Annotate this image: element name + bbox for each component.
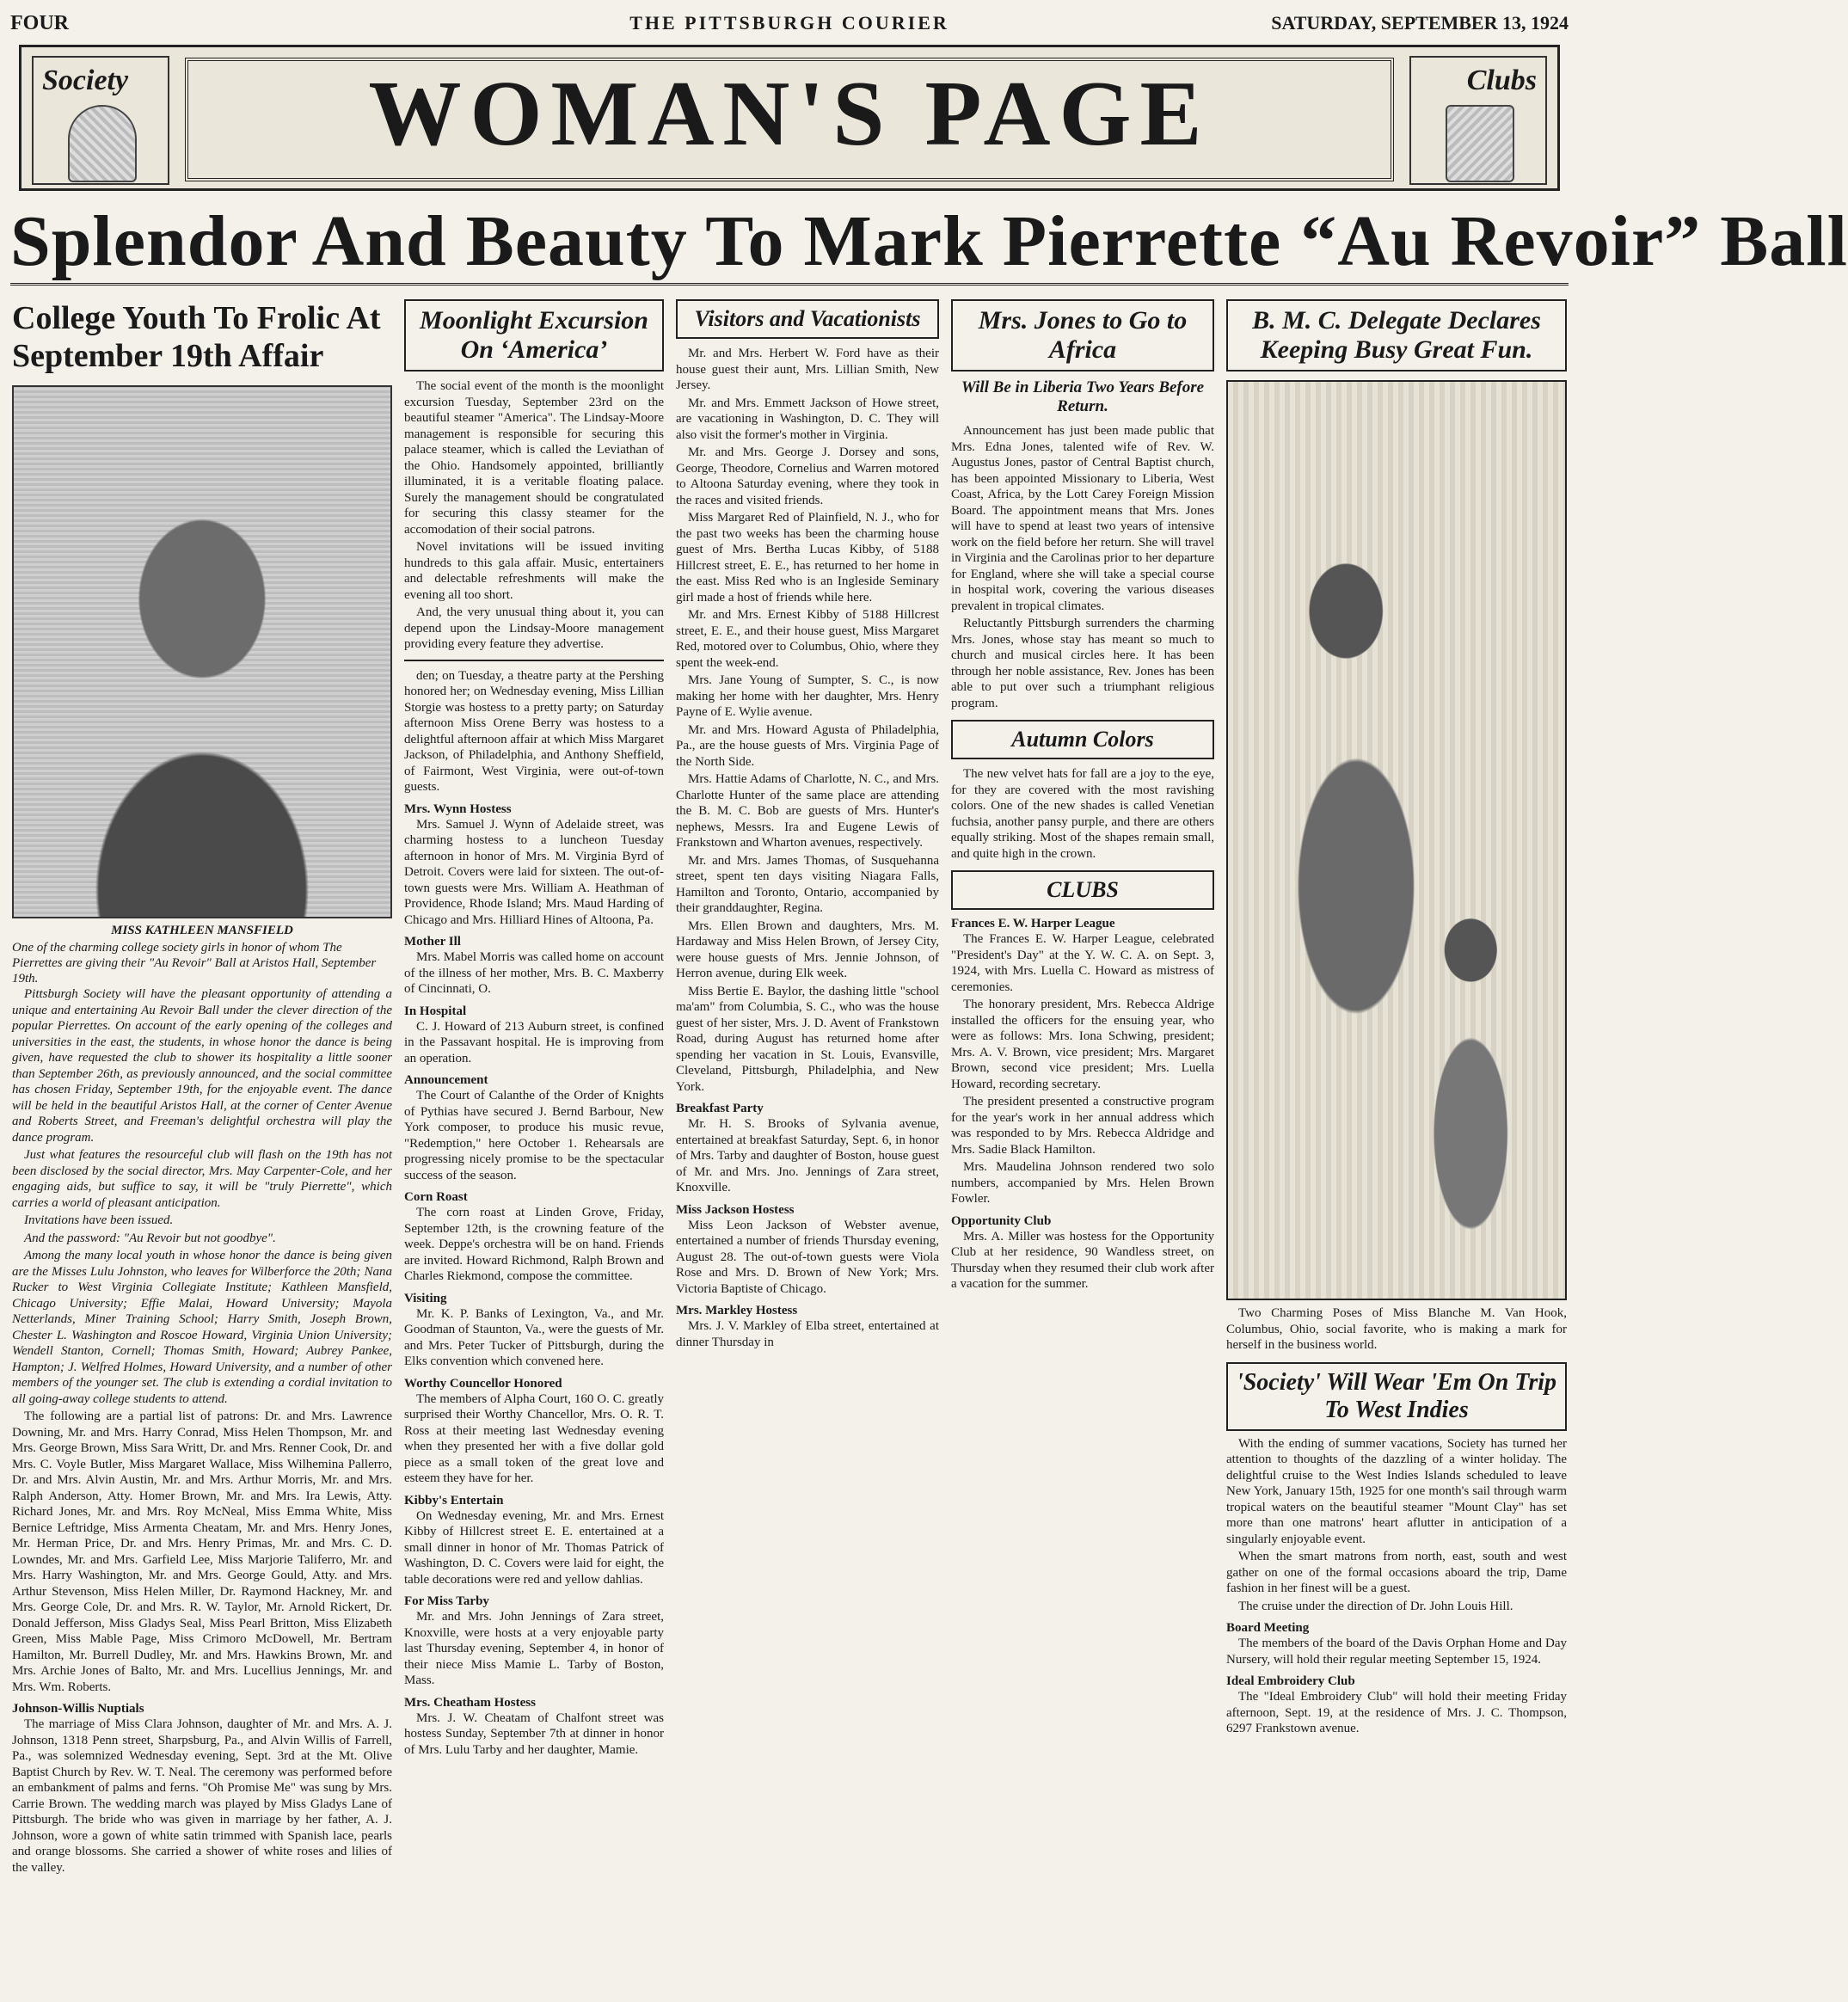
- article-paragraph: Mrs. A. Miller was hostess for the Opportunity Club at her residence, 90 Wandless street, on Thursday when they resumed their club work after a vacation for the summer.: [951, 1229, 1214, 1291]
- article-paragraph: The Frances E. W. Harper League, celebrated "President's Day" at the Y. W. C. A. on Sept. 3, 1924, with Mrs. Luella C. Howard as mistress of ceremonies.: [951, 932, 1214, 994]
- issue-date: SATURDAY, SEPTEMBER 13, 1924: [1271, 12, 1569, 34]
- section-title: WOMAN'S PAGE: [185, 58, 1394, 181]
- nuptials-article: [12, 1716, 392, 1876]
- article-paragraph: The Court of Calanthe of the Order of Knights of Pythias have secured J. Bernd Barbour, New York composer, to produce his music revue, "Redemption," here October 1. Rehearsals are progressing nicely promise to be the spectacular success of the season.: [404, 1089, 664, 1182]
- article-paragraph: Two Charming Poses of Miss Blanche M. Van Hook, Columbus, Ohio, social favorite, who is making a mark for herself in the business world.: [1226, 1306, 1567, 1352]
- clubs-illustration: [1446, 105, 1514, 182]
- section-banner: [19, 45, 1560, 191]
- article-paragraph: The members of Alpha Court, 160 O. C. greatly surprised their Worthy Chancellor, Mrs. O. R. T. Ross at their meeting last Wednesday evening when they presented her with a five dollar gold piece as a small token of the great love and esteem they have for her.: [404, 1391, 664, 1485]
- illustration-caption: [1226, 1305, 1567, 1354]
- article-paragraph: The president presented a constructive program for the year's work in her annual address which was responded to by Mrs. Rebecca Aldridge and Mrs. Sadie Black Hamilton.: [951, 1095, 1214, 1157]
- subhead: Board Meeting: [1226, 1621, 1310, 1635]
- article-paragraph: When the smart matrons from north, east, south and west gather on one of the formal occasions aboard the trip, Dame fashion in her finest will be a guest.: [1226, 1550, 1567, 1595]
- article-paragraph: den; on Tuesday, a theatre party at the Pershing honored her; on Wednesday evening, Miss Lillian Storgie was hostess to a pretty party; on Saturday afternoon Miss Orene Berry was hostess to a delightful afternoon affair at which Miss Margaret Jackson, of Philadelphia, and Anthony Sheffield, of Fairmont, West Virginia, were out-of-town guests.: [404, 668, 664, 794]
- article-paragraph: And the password: "Au Revoir but not goodbye".: [24, 1231, 276, 1245]
- divider: [404, 660, 664, 661]
- mrs-jones-article: [951, 423, 1214, 711]
- article-paragraph: Mr. and Mrs. James Thomas, of Susquehanna street, spent ten days visiting Niagara Falls, Hamilton and Toronto, Ontario, accompanied by their granddaughter, Regina.: [676, 853, 939, 915]
- subhead: Ideal Embroidery Club: [1226, 1674, 1355, 1688]
- article-paragraph: Invitations have been issued.: [24, 1213, 174, 1227]
- visitors-headline: Visitors and Vacationists: [676, 299, 939, 339]
- article-paragraph: The cruise under the direction of Dr. John Louis Hill.: [1238, 1599, 1513, 1613]
- west-indies-box: [1226, 1362, 1567, 1431]
- article-paragraph: Mrs. Jane Young of Sumpter, S. C., is now making her home with her daughter, Mrs. Henry Payne of E. Wylie avenue.: [676, 673, 939, 719]
- mrs-jones-deck: Will Be in Liberia Two Years Before Return.: [961, 378, 1205, 415]
- photo-caption-name: MISS KATHLEEN MANSFIELD: [111, 924, 293, 937]
- article-paragraph: Miss Bertie E. Baylor, the dashing little "school ma'am" from Columbia, S. C., who was the house guest of her sister, Mrs. J. D. Avent of Frankstown Road, during August has returned home after spending her vacation in St. Louis, Evansville, Cleveland, Pittsburgh, Philadelphia, and New York.: [676, 984, 939, 1094]
- column-4: [951, 299, 1214, 1294]
- clubs-cartouche: [1409, 56, 1547, 185]
- article-paragraph: Mr. and Mrs. Herbert W. Ford have as their house guest their aunt, Mrs. Lillian Smith, New Jersey.: [676, 347, 939, 392]
- visitors-article: [676, 346, 939, 1350]
- autumn-colors-headline: Autumn Colors: [951, 720, 1214, 759]
- article-paragraph: Mrs. Hattie Adams of Charlotte, N. C., and Mrs. Charlotte Hunter of the same place are attending the B. M. C. Bob are guests of Mrs. Hunter's nephews, Messrs. Ira and Eugene Lewis of Frankstown and Wharton avenues, respectively.: [676, 772, 939, 850]
- college-youth-headline: College Youth To Frolic At September 19th Affair: [12, 300, 381, 374]
- column-1: [12, 299, 392, 1877]
- article-paragraph: The social event of the month is the moonlight excursion Tuesday, September 23rd on the beautiful steamer "America". The Lindsay-Moore management is responsible for securing this palace steamer, which is called the Leviathan of the Ohio. Handsomely appointed, brilliantly illuminated, it is a veritable floating palace. Surely the management should be congratulated for securing this classy steamer for the accomodation of their social patrons.: [404, 379, 664, 537]
- column-3: [676, 299, 939, 1352]
- article-paragraph: Mrs. J. V. Markley of Elba street, entertained at dinner Thursday in: [676, 1319, 939, 1349]
- subhead: Opportunity Club: [951, 1213, 1052, 1228]
- society-cartouche: [32, 56, 169, 185]
- patrons-list: [12, 1409, 392, 1695]
- photo-caption: One of the charming college society girls in honor of whom The Pierrettes are giving their "Au Revoir" Ball at Aristos Hall, September 19th.: [12, 941, 377, 986]
- article-paragraph: The "Ideal Embroidery Club" will hold their meeting Friday afternoon, Sept. 19, at the residence of Mrs. J. C. Thompson, 6297 Frankstown avenue.: [1226, 1690, 1567, 1735]
- article-paragraph: Miss Leon Jackson of Webster avenue, entertained a number of friends Thursday evening, August 28. The out-of-town guests were Viola Rose and Mrs. D. Brown of New York; Mrs. Victoria Baptiste of Chicago.: [676, 1218, 939, 1296]
- clubs-label: Clubs: [1466, 64, 1537, 96]
- article-paragraph: Mrs. Samuel J. Wynn of Adelaide street, was charming hostess to a luncheon Tuesday afternoon in honor of Mrs. M. Virginia Byrd of Detroit. Covers were laid for sixteen. The out-of-town guests were Mrs. William A. Heathman of Providence, Rhode Island; Mrs. Maud Harding of Chicago and Mrs. Hilliard Hines of Altoona, Pa.: [404, 817, 664, 927]
- column-2: [404, 299, 664, 1759]
- article-paragraph: The honorary president, Mrs. Rebecca Aldrige installed the officers for the ensuing year, who were as follows: Mrs. Iona Schwing, president; Mrs. A. V. Brown, vice president; Mrs. Margaret Brown, second vice president; Mrs. Luella Howard, recording secretary.: [951, 998, 1214, 1091]
- article-paragraph: Mr. and Mrs. George J. Dorsey and sons, George, Theodore, Cornelius and Warren motored to Altoona Saturday evening, where they took in the races and visited friends.: [676, 445, 939, 507]
- ball-article: [12, 986, 392, 1407]
- west-indies-article: [1226, 1436, 1567, 1737]
- clubs-headline: CLUBS: [951, 870, 1214, 910]
- article-paragraph: And, the very unusual thing about it, you can depend upon the Lindsay-Moore management providing every feature they advertise.: [404, 605, 664, 651]
- subhead: Johnson-Willis Nuptials: [12, 1702, 144, 1716]
- subhead: In Hospital: [404, 1004, 467, 1018]
- article-paragraph: Mr. K. P. Banks of Lexington, Va., and Mr. Goodman of Staunton, Va., were the guests of Mr. and Mrs. Peter Tucker of Pittsburgh, during the Elks convention which convened here.: [404, 1306, 664, 1368]
- article-paragraph: Announcement has just been made public that Mrs. Edna Jones, talented wife of Rev. W. Augustus Jones, pastor of Central Baptist church, has been appointed Missionary to Liberia, West Coast, Africa, by the Lott Carey Foreign Mission Board. The appointment means that Mrs. Jones will have to spend at least two years of intensive work on the field before her return. She will travel in Virginia and the Carolinas prior to her departure for England, where she will take a special course in hospital work, covering the various diseases prevalent in tropical climates.: [951, 424, 1214, 613]
- top-line: [10, 12, 1569, 38]
- article-paragraph: The members of the board of the Davis Orphan Home and Day Nursery, will hold their regular meeting September 15, 1924.: [1226, 1637, 1567, 1667]
- society-label: Society: [42, 64, 129, 96]
- article-paragraph: Mr. and Mrs. Ernest Kibby of 5188 Hillcrest street, E. E., and their house guest, Miss Margaret Red, motored over to Columbus, Ohio, where they spent the week-end.: [676, 608, 939, 670]
- article-paragraph: With the ending of summer vacations, Society has turned her attention to thoughts of the dazzling of a winter holiday. The delightful cruise to the West Indies Islands scheduled to leave New York, January 15th, 1925 for one month's sail through warm tropical waters on the beautiful steamer "Mount Clay" has set more than one matrons' heart aflutter in anticipation of a singularly enjoyable event.: [1226, 1436, 1567, 1546]
- article-paragraph: On Wednesday evening, Mr. and Mrs. Ernest Kibby of Hillcrest street E. E. entertained at a small dinner in honor of Mr. Thomas Patrick of Washington, D. C. Covers were laid for eight, the table decorations were red and yellow dahlias.: [404, 1508, 664, 1587]
- subhead: Announcement: [404, 1073, 488, 1087]
- west-indies-headline: 'Society' Will Wear 'Em On Trip To West Indies: [1236, 1368, 1557, 1423]
- article-paragraph: Mr. and Mrs. Howard Agusta of Philadelphia, Pa., are the house guests of Mrs. Virginia Page of the North Side.: [676, 722, 939, 769]
- article-paragraph: Mrs. Ellen Brown and daughters, Mrs. M. Hardaway and Miss Helen Brown, of Jersey City, were house guests of Mrs. Jennie Johnson, of Herron avenue, during Elk week.: [676, 918, 939, 980]
- subhead: Breakfast Party: [676, 1102, 764, 1115]
- portrait-photo: [12, 385, 392, 918]
- clubs-article: [951, 917, 1214, 1293]
- article-paragraph: The corn roast at Linden Grove, Friday, September 12th, is the crowning feature of the week. Deppe's orchestra will be on hand. Friends are invited. Howard Richmond, Ralph Brown and Charles Riekmond, compose the committee.: [404, 1206, 664, 1283]
- article-paragraph: Mrs. Mabel Morris was called home on account of the illness of her mother, Mrs. B. C. Maxberry of Cincinnati, O.: [404, 950, 664, 996]
- subhead: Miss Jackson Hostess: [676, 1202, 795, 1217]
- excursion-article: [404, 378, 664, 1758]
- society-illustration: [68, 105, 137, 182]
- article-paragraph: Mrs. Maudelina Johnson rendered two solo numbers, accompanied by Mrs. Helen Brown Fowler.: [951, 1160, 1214, 1206]
- subhead: Visiting: [404, 1291, 447, 1305]
- article-paragraph: The following are a partial list of patrons: Dr. and Mrs. Lawrence Downing, Mr. and Mrs. Harry Conrad, Miss Helen Thompson, Mr. and Mrs. George Brown, Miss Sara Writt, Dr. and Mrs. Renner Cook, Dr. and Mrs. C. Voyle Butler, Miss Margaret Wallace, Miss Wilhemina Pallerro, Dr. and Mrs. Alvin Austin, Mr. and Mrs. Arthur Morris, Mr. and Mrs. Ralph Anderson, Atty. Homer Brown, Mr. and Mrs. Ira Lewis, Atty. Richard Jones, Mr. and Mrs. Roy McNeal, Miss Emma White, Miss Bernice Leftridge, Miss Armenta Cheatam, Mr. and Mrs. Henry Jones, Mr. Herman Price, Dr. and Mrs. Henry Primas, Mr. and Mrs. C. D. Lowndes, Mr. and Mrs. Garfield Lee, Miss Marjorie Taliferro, Mr. and Mrs. Harry Washington, Mr. and Mrs. George Gould, Atty. and Mrs. Arthur Stevenson, Miss Helen Miller, Dr. Raymond Hackney, Mr. and Mrs. George Cole, Dr. and Mrs. R. W. Taylor, Mr. Arnold Rickert, Dr. Donald Jefferson, Miss Gladys Seal, Miss Pearl Britton, Miss Elizabeth Green, Miss Mable Page, Miss Crimoro McDowell, Mr. Bertram Hamilton, Mr. Burrell Dudley, Mr. and Mrs. Hawkins Brown, Mr. and Mrs. Archie Jones of Balto, Mr. and Mrs. Lucellius Jennings, Mr. and Mrs. Wm. Roberts.: [12, 1409, 392, 1694]
- subhead: Frances E. W. Harper League: [951, 917, 1115, 930]
- subhead: Mrs. Wynn Hostess: [404, 801, 512, 816]
- column-5: [1226, 299, 1567, 1739]
- moonlight-excursion-headline: Moonlight Excursion On ‘America’: [404, 299, 664, 372]
- fashion-illustration: [1226, 380, 1567, 1300]
- article-paragraph: C. J. Howard of 213 Auburn street, is confined in the Passavant hospital. He is improving from an operation.: [404, 1019, 664, 1065]
- article-paragraph: The marriage of Miss Clara Johnson, daughter of Mr. and Mrs. A. J. Johnson, 1318 Penn street, Sharpsburg, Pa., and Alvin Willis of Farrell, Pa., was solemnized Wednesday evening, Sept. 3rd at the Mt. Olive Baptist Church by Rev. W. T. Neal. The ceremony was performed before an embankment of palms and ferns. "Oh Promise Me" was sung by Mrs. Carrie Brown. The wedding march was played by Miss Gladys Lane of Pittsburgh. The bride who was given in marriage by her father, A. J. Johnson, wore a gown of white satin trimmed with Spanish lace, pearls and orange blossoms. She carried a shower of white roses and lilies of the valley.: [12, 1717, 392, 1875]
- article-paragraph: Mrs. J. W. Cheatam of Chalfont street was hostess Sunday, September 7th at dinner in honor of Mrs. Lulu Tarby and her daughter, Mamie.: [404, 1710, 664, 1757]
- article-paragraph: Miss Margaret Red of Plainfield, N. J., who for the past two weeks has been the charming house guest of Mrs. Bertha Lucas Kibby, of 5188 Hillcrest street, E. E., has returned to her home in the east. Miss Red who is an Ingleside Seminary girl made a host of friends while here.: [676, 511, 939, 605]
- subhead: Kibby's Entertain: [404, 1493, 504, 1508]
- article-paragraph: Just what features the resourceful club will flash on the 19th has not been disclosed by the social director, Mrs. May Carpenter-Cole, and her engaging aids, but suffice to say, it will be "truly Pierrette", which carries a world of pleasant anticipation.: [12, 1148, 392, 1210]
- subhead: Mrs. Markley Hostess: [676, 1304, 798, 1317]
- subhead: Corn Roast: [404, 1190, 468, 1204]
- mrs-jones-headline: Mrs. Jones to Go to Africa: [951, 299, 1214, 372]
- article-paragraph: Mr. and Mrs. John Jennings of Zara street, Knoxville, were hosts at a very enjoyable party last Thursday evening, September 4, in honor of their niece Miss Mamie L. Tarby of Boston, Mass.: [404, 1610, 664, 1687]
- subhead: For Miss Tarby: [404, 1594, 489, 1608]
- main-headline: Splendor And Beauty To Mark Pierrette “Au Revoir” Ball: [10, 200, 1569, 286]
- article-paragraph: Mr. and Mrs. Emmett Jackson of Howe street, are vacationing in Washington, D. C. They will also visit the former's mother in Virginia.: [676, 396, 939, 442]
- bmc-delegate-headline: B. M. C. Delegate Declares Keeping Busy Great Fun.: [1226, 299, 1567, 372]
- paper-name: THE PITTSBURGH COURIER: [629, 12, 949, 34]
- article-paragraph: Novel invitations will be issued inviting hundreds to this gala affair. Music, entertainers and delectable refreshments will make the evening all too short.: [404, 540, 664, 602]
- subhead: Mrs. Cheatham Hostess: [404, 1695, 536, 1710]
- article-paragraph: Among the many local youth in whose honor the dance is being given are the Misses Lulu Johnston, who leaves for Wilberforce the 20th; Nana Rucker to West Virginia Collegiate Institute; Kathleen Mansfield, Chicago University; Effie Malai, Howard University; Mayola Netterlands, Miner Training School; Harry Smith, Joseph Brown, Chester L. Washington and Roscoe Howard, Virginia Union University; Wendell Stanton, Cornell; Thomas Smith, Howard; Aubrey Pankee, Hampton; J. Welfred Holmes, Howard University, and a number of other members of the younger set. The club is extending a cordial invitation to all going-away college students to attend.: [12, 1249, 392, 1406]
- subhead: Worthy Councellor Honored: [404, 1376, 562, 1391]
- subhead: Mother Ill: [404, 935, 461, 949]
- article-paragraph: The new velvet hats for fall are a joy to the eye, for they are covered with the most ravishing colors. One of the new shades is called Venetian fuchsia, another pansy purple, and there are others equally striking. Most of the shapes remain small, and quite high in the crown.: [951, 767, 1214, 861]
- article-paragraph: Mr. H. S. Brooks of Sylvania avenue, entertained at breakfast Saturday, Sept. 6, in honor of Mrs. Tarby and daughter of Boston, house guest of Mr. and Mrs. Jno. Jennings of Zara street, Knoxville.: [676, 1117, 939, 1194]
- article-paragraph: Reluctantly Pittsburgh surrenders the charming Mrs. Jones, whose stay has meant so much to church and musical circles here. It has been through her noble assistance, Rev. Jones has been able to put over such a triumphant religious program.: [951, 617, 1214, 710]
- article-paragraph: Pittsburgh Society will have the pleasant opportunity of attending a unique and entertaining Au Revoir Ball under the clever direction of the popular Pierrettes. On account of the early opening of the colleges and universities in the east, the students, in whose honor the dance is being given, have requested the club to shower its hospitality a little sooner than September 26th, as previously announced, and the social committee has chosen Friday, September 19th, for the enjoyable event. The dance will be held in the beautiful Aristos Hall, at the corner of Center Avenue and Roberts Street, and Freeman's delightful orchestra will play the dance program.: [12, 987, 392, 1145]
- autumn-colors-article: [951, 766, 1214, 862]
- page-number: FOUR: [10, 12, 69, 34]
